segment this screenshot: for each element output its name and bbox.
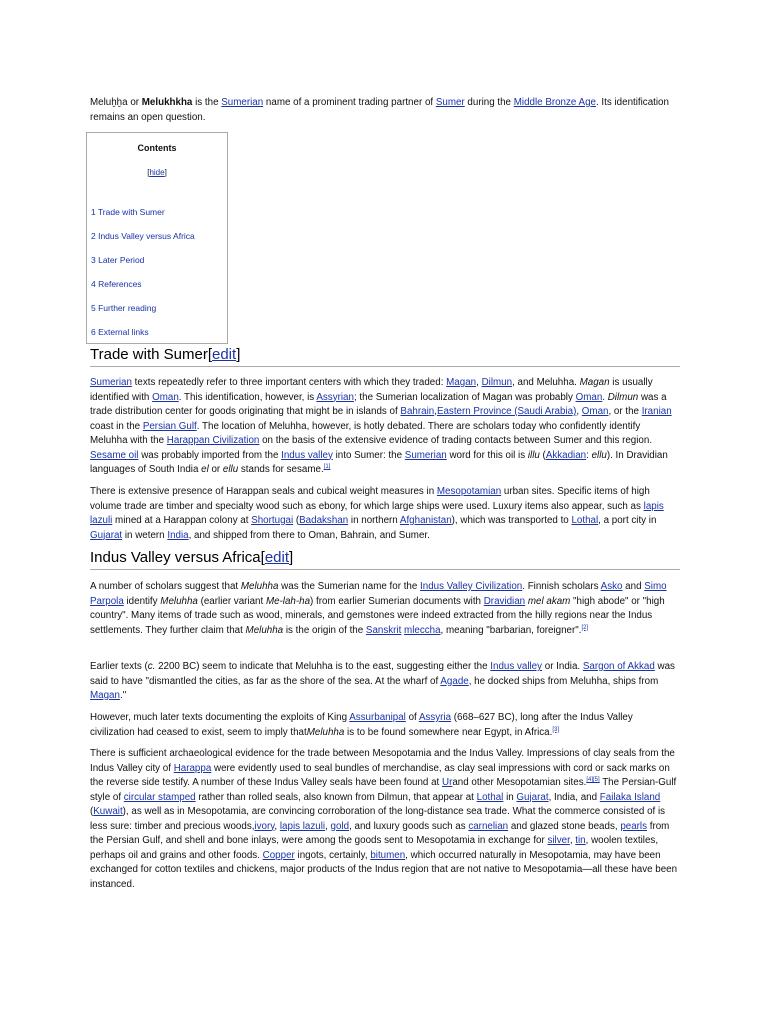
link[interactable]: Harappa xyxy=(173,762,212,774)
section-heading-indus-valley-versus-africa: Indus Valley versus Africa[edit] xyxy=(90,549,680,570)
link[interactable]: Lothal xyxy=(476,791,504,803)
link[interactable]: Lothal xyxy=(571,515,599,526)
link[interactable]: ivory xyxy=(254,820,275,832)
link[interactable]: carnelian xyxy=(468,820,509,832)
edit-link[interactable]: edit xyxy=(264,549,289,566)
intro-paragraph: Meluḫḫa or Melukhkha is the Sumerian name of a prominent trading partner of Sumer during the Middle Bronze Age. Its identification remains an open question. xyxy=(90,97,669,123)
link[interactable]: Oman xyxy=(152,391,179,403)
link[interactable]: Harappan Civilization xyxy=(166,435,260,446)
paragraph: There is extensive presence of Harappan seals and cubical weight measures in Mesopotamian urban sites. Specific items of high volume trade are timber and specialty wood such as ebony, for which large ships were used. Luxury items also appear, such as lapis lazuli mined at a Harappan colony at Shortugai (Badakshan in northern Afghanistan), which was transported to Lothal, a port city in Gujarat in wetern India, and shipped from there to Oman, Bahrain, and Sumer. xyxy=(90,486,664,541)
link[interactable]: Sumerian xyxy=(404,449,447,461)
link[interactable]: Indus valley xyxy=(281,449,333,461)
section-heading-trade-with-sumer: Trade with Sumer[edit] xyxy=(90,346,680,367)
paragraph: Earlier texts (c. 2200 BC) seem to indicate that Meluhha is to the east, suggesting either the Indus valley or India. Sargon of Akkad was said to have "dismantled the cities, as far as the shore of the sea. At the wharf of Agade, he docked ships from Meluhha, ships from Magan." xyxy=(90,661,675,701)
paragraph: Sumerian texts repeatedly refer to three important centers with which they traded: Magan, Dilmun, and Meluhha. Magan is usually identified with Oman. This identification, however, is Assyrian; the Sumerian localization of Magan was probably Oman. Dilmun was a trade distribution center for goods originating that might be in islands of Bahrain,Eastern Province (Saudi Arabia), Oman, or the Iranian coast in the Persian Gulf. The location of Meluhha, however, is hotly debated. There are scholars today who confidently identify Meluhha with the Harappan Civilization on the basis of the extensive evidence of trading contacts between Sumer and this region. Sesame oil was probably imported from the Indus valley into Sumer: the Sumerian word for this oil is illu (Akkadian: ellu). In Dravidian languages of South India el or ellu stands for sesame.[1] xyxy=(90,377,672,475)
link[interactable]: gold xyxy=(330,820,350,832)
link[interactable]: Sesame oil xyxy=(90,449,139,461)
link[interactable]: bitumen xyxy=(370,849,406,861)
link-middle-bronze-age[interactable]: Middle Bronze Age xyxy=(513,97,596,108)
link[interactable]: Agade xyxy=(440,675,469,687)
link[interactable]: Badakshan xyxy=(299,515,349,526)
link[interactable]: Gujarat xyxy=(516,791,549,803)
link[interactable]: Asko xyxy=(600,581,623,592)
link[interactable]: pearls xyxy=(620,820,647,832)
link[interactable]: Oman xyxy=(575,391,603,403)
paragraph: There is sufficient archaeological evidence for the trade between Mesopotamia and the Indus Valley. Impressions of clay seals from the Indus Valley city of Harappa were evidently used to seal bundles of merchandise, as clay seal impressions with cord or sack marks on the reverse side testify. A number of these Indus Valley seals have been found at Urand other Mesopotamian sites.[4][5] The Persian-Gulf style of circular stamped rather than rolled seals, also known from Dilmun, that appear at Lothal in Gujarat, India, and Failaka Island (Kuwait), as well as in Mesopotamia, are convincing corroboration of the long-distance sea trade. What the commerce consisted of is less sure: timber and precious woods,ivory, lapis lazuli, gold, and luxury goods such as carnelian and glazed stone beads, pearls from the Persian Gulf, and shell and bone inlays, were among the goods sent to Mesopotamia in exchange for silver, tin, woolen textiles, perhaps oil and grains and other foods. Copper ingots, certainly, bitumen, which occurred naturally in Mesopotamia, may have been exchanged for cotton textiles and chickens, major products of the Indus region that are not native to Mesopotamia—all these have been instanced. xyxy=(90,748,678,890)
toc-item[interactable]: 2 Indus Valley versus Africa xyxy=(91,231,195,241)
link[interactable]: Kuwait xyxy=(93,806,123,817)
link[interactable]: Assyrian xyxy=(316,391,354,403)
link[interactable]: Indus Valley Civilization xyxy=(420,581,523,592)
link[interactable]: circular stamped xyxy=(123,791,196,803)
toc-item[interactable]: 3 Later Period xyxy=(91,255,145,265)
link[interactable]: Mesopotamian xyxy=(436,486,502,497)
reference-link[interactable]: [2] xyxy=(581,624,589,631)
reference-link[interactable]: [1] xyxy=(323,464,331,470)
link[interactable]: Gujarat xyxy=(90,529,123,541)
link[interactable]: mleccha xyxy=(404,624,441,636)
link[interactable]: Ur xyxy=(442,777,453,788)
link[interactable]: Akkadian xyxy=(545,449,587,461)
link[interactable]: Dravidian xyxy=(483,595,526,607)
link[interactable]: tin xyxy=(575,835,586,846)
paragraph: However, much later texts documenting the exploits of King Assurbanipal of Assyria (668–627 BC), long after the Indus Valley civilization had ceased to exist, seem to imply thatMeluhha is to be found somewhere near Egypt, in Africa.[3] xyxy=(90,712,633,738)
link[interactable]: Copper xyxy=(262,849,295,861)
link-sumer[interactable]: Sumer xyxy=(435,97,465,108)
link[interactable]: Assyria xyxy=(418,712,452,723)
link[interactable]: Persian Gulf xyxy=(142,420,197,432)
link[interactable]: Shortugai xyxy=(251,515,294,526)
link[interactable]: Oman xyxy=(581,406,609,417)
link[interactable]: lapis lazuli xyxy=(279,820,326,832)
link[interactable]: Magan xyxy=(446,377,477,388)
link[interactable]: Failaka Island xyxy=(599,791,661,803)
toc-hide-link[interactable]: hide xyxy=(149,168,165,177)
link[interactable]: Sargon of Akkad xyxy=(582,661,655,672)
link[interactable]: Bahrain xyxy=(400,406,435,417)
link[interactable]: Indus valley xyxy=(490,661,543,672)
link[interactable]: Sumerian xyxy=(90,377,132,388)
link[interactable]: Sanskrit xyxy=(365,624,402,636)
toc-item[interactable]: 4 References xyxy=(91,279,142,289)
link[interactable]: Magan xyxy=(90,690,120,701)
link[interactable]: India xyxy=(167,529,189,541)
link[interactable]: lapis lazuli xyxy=(90,500,664,526)
link[interactable]: Dilmun xyxy=(481,377,513,388)
toc-item[interactable]: 1 Trade with Sumer xyxy=(91,207,165,217)
table-of-contents xyxy=(86,132,228,344)
link[interactable]: Iranian xyxy=(641,406,672,417)
link[interactable]: silver xyxy=(547,835,570,846)
link[interactable]: Assurbanipal xyxy=(349,712,406,723)
link[interactable]: Afghanistan xyxy=(399,515,452,526)
toc-title: Contents xyxy=(137,143,177,153)
reference-link[interactable]: [5] xyxy=(592,777,600,783)
toc-hide-toggle: [hide] xyxy=(147,168,167,177)
edit-link[interactable]: edit xyxy=(212,346,237,363)
link-sumerian[interactable]: Sumerian xyxy=(221,97,264,108)
reference-link[interactable]: [4] xyxy=(586,777,593,783)
link[interactable]: Eastern Province (Saudi Arabia) xyxy=(436,406,577,417)
reference-link[interactable]: [3] xyxy=(552,726,560,733)
toc-item[interactable]: 5 Further reading xyxy=(91,303,157,313)
link[interactable]: Simo Parpola xyxy=(90,581,667,607)
paragraph: A number of scholars suggest that Meluhha was the Sumerian name for the Indus Valley Civilization. Finnish scholars Asko and Simo Parpola identify Meluhha (earlier variant Me-lah-ha) from earlier Sumerian documents with Dravidian mel akam "high abode" or "high country". Many items of trade such as wood, minerals, and gemstones were indeed extracted from the hilly regions near the Indus settlements. They further claim that Meluhha is the origin of the Sanskrit mleccha, meaning "barbarian, foreigner".[2] xyxy=(90,581,667,636)
toc-item[interactable]: 6 External links xyxy=(91,327,149,337)
